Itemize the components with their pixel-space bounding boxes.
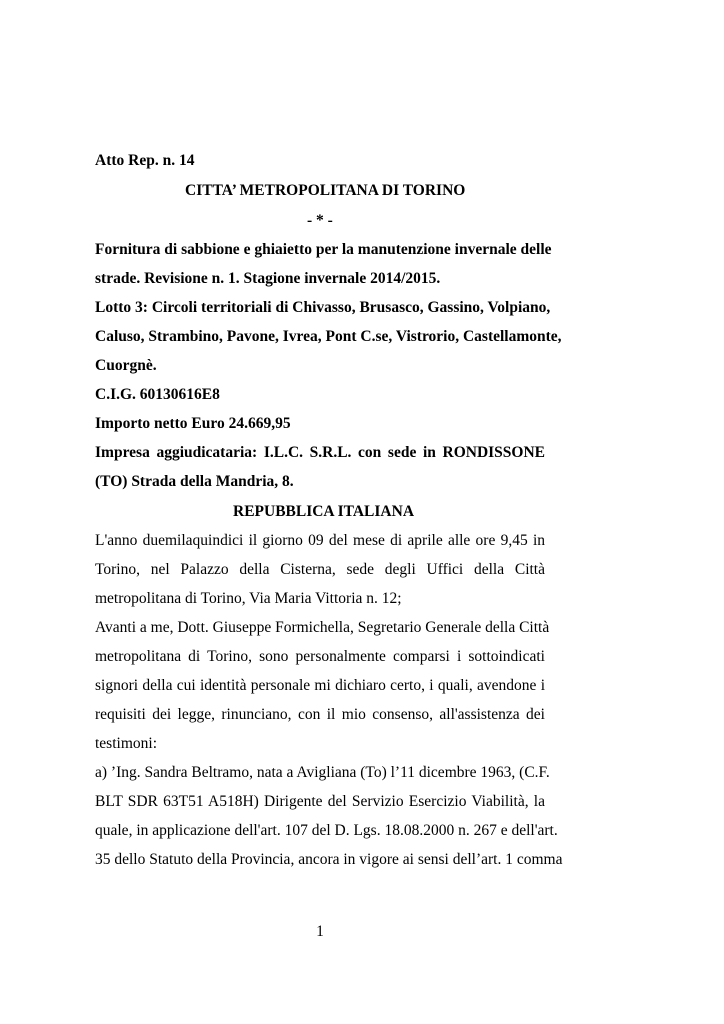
company-line: Impresa aggiudicataria: I.L.C. S.R.L. con sede in RONDISSONE <box>95 444 545 461</box>
subject-line: Caluso, Strambino, Pavone, Ivrea, Pont C.se, Vistrorio, Castellamonte, <box>95 328 562 345</box>
body-line: metropolitana di Torino, Via Maria Vittoria n. 12; <box>95 590 402 607</box>
body-line: Avanti a me, Dott. Giuseppe Formichella, Segretario Generale della Città <box>95 619 550 636</box>
body-line: metropolitana di Torino, sono personalmente comparsi i sottoindicati <box>95 648 545 665</box>
body-line: BLT SDR 63T51 A518H) Dirigente del Servizio Esercizio Viabilità, la <box>95 793 545 810</box>
body-line: 35 dello Statuto della Provincia, ancora in vigore ai sensi dell’art. 1 comma <box>95 851 563 868</box>
body-line: a) ’Ing. Sandra Beltramo, nata a Avigliana (To) l’11 dicembre 1963, (C.F. <box>95 764 550 781</box>
page-number: 1 <box>316 923 324 940</box>
net-amount: Importo netto Euro 24.669,95 <box>95 415 291 432</box>
separator: - * - <box>307 212 333 229</box>
subject-line: Fornitura di sabbione e ghiaietto per la manutenzione invernale delle <box>95 241 552 258</box>
company-line: (TO) Strada della Mandria, 8. <box>95 473 294 490</box>
body-line: requisiti dei legge, rinunciano, con il mio consenso, all'assistenza dei <box>95 706 545 723</box>
body-line: testimoni: <box>95 735 157 752</box>
body-line: signori della cui identità personale mi dichiaro certo, i quali, avendone i <box>95 677 545 694</box>
republic-heading: REPUBBLICA ITALIANA <box>233 503 415 520</box>
subject-line: Lotto 3: Circoli territoriali di Chivasso, Brusasco, Gassino, Volpiano, <box>95 299 551 316</box>
subject-line: Cuorgnè. <box>95 357 157 374</box>
body-line: Torino, nel Palazzo della Cisterna, sede degli Uffici della Città <box>95 561 545 578</box>
body-line: quale, in applicazione dell'art. 107 del D. Lgs. 18.08.2000 n. 267 e dell'art. <box>95 822 558 839</box>
entity-heading: CITTA’ METROPOLITANA DI TORINO <box>185 182 466 199</box>
rep-number: Atto Rep. n. 14 <box>95 152 195 169</box>
cig-code: C.I.G. 60130616E8 <box>95 386 220 403</box>
subject-line: strade. Revisione n. 1. Stagione invernale 2014/2015. <box>95 270 441 287</box>
document-page <box>95 0 563 1024</box>
body-line: L'anno duemilaquindici il giorno 09 del mese di aprile alle ore 9,45 in <box>95 532 545 549</box>
